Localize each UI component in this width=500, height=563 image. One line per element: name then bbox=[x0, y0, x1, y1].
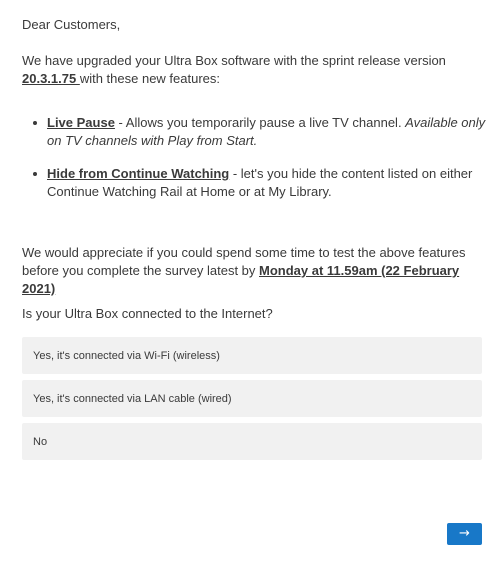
intro-paragraph bbox=[22, 52, 478, 88]
feature-item-hide-continue-watching bbox=[47, 165, 500, 201]
option-no[interactable]: No bbox=[22, 423, 482, 460]
intro-prefix: We have upgraded your Ultra Box software with the sprint release version bbox=[22, 53, 446, 68]
feature-description: - let's you hide the content listed on either Continue Watching Rail at Home or at My Library. bbox=[47, 166, 473, 199]
appreciate-prefix: We would appreciate if you could spend some time to test the above features before you complete the survey latest by bbox=[22, 245, 466, 278]
feature-item-live-pause bbox=[47, 114, 500, 150]
feature-title: Live Pause bbox=[47, 115, 115, 130]
survey-deadline: Monday at 11.59am (22 February 2021) bbox=[22, 263, 460, 296]
answer-options bbox=[22, 337, 482, 466]
option-lan-cable[interactable]: Yes, it's connected via LAN cable (wired) bbox=[22, 380, 482, 417]
feature-list bbox=[22, 114, 500, 216]
feature-description: - Allows you temporarily pause a live TV channel. bbox=[114, 115, 406, 130]
greeting-text: Dear Customers, bbox=[22, 17, 121, 32]
next-arrow-button[interactable]: → bbox=[447, 523, 482, 545]
intro-suffix: with these new features: bbox=[79, 71, 221, 86]
appreciate-paragraph bbox=[22, 244, 478, 298]
survey-question: Is your Ultra Box connected to the Internet? bbox=[22, 306, 273, 321]
feature-title: Hide from Continue Watching bbox=[47, 166, 230, 181]
feature-note: Available only on TV channels with Play from Start. bbox=[47, 115, 486, 148]
option-wifi[interactable]: Yes, it's connected via Wi-Fi (wireless) bbox=[22, 337, 482, 374]
version-number: 20.3.1.75 bbox=[22, 71, 80, 86]
